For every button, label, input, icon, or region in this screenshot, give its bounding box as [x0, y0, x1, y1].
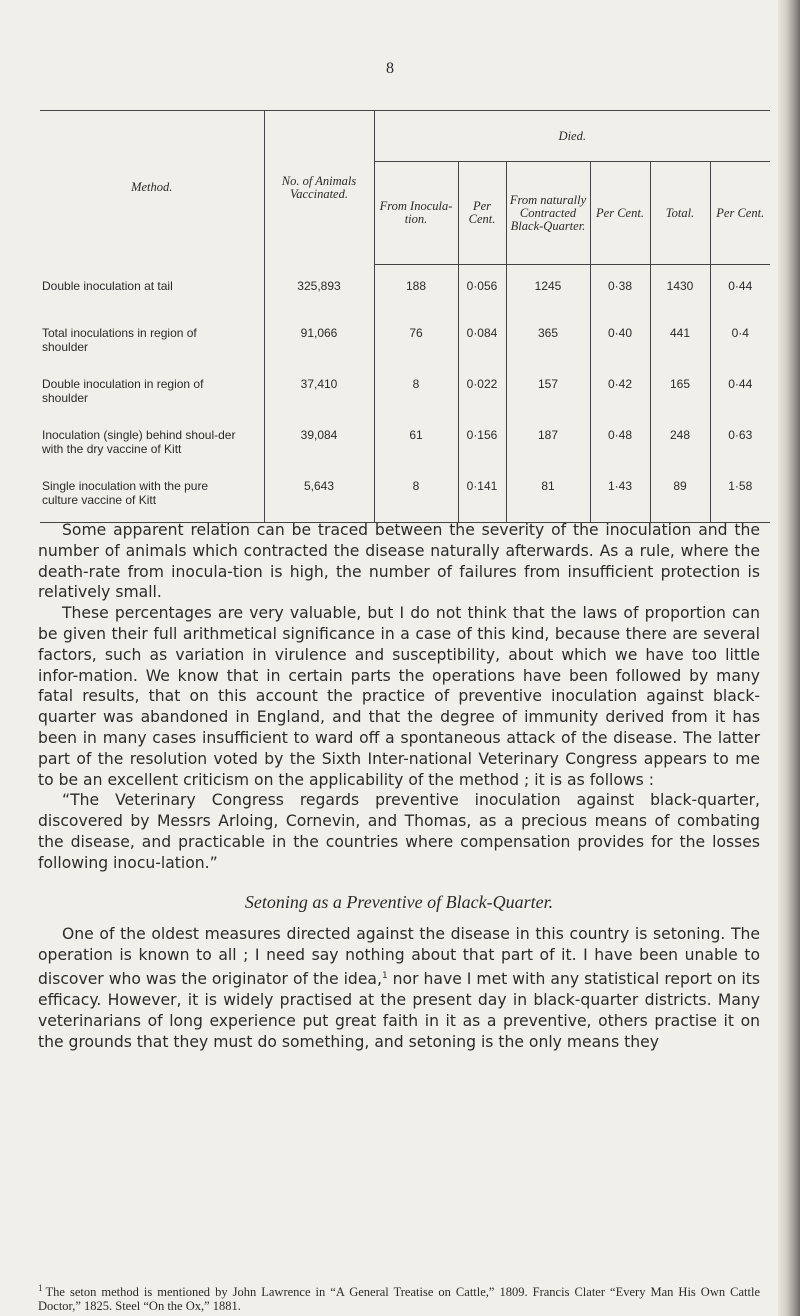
footnote: [38, 1282, 760, 1313]
footnote-mark: 1: [38, 1283, 43, 1293]
percent-cell: 0·38: [590, 265, 650, 317]
percent-cell: 0·42: [590, 367, 650, 418]
header-method: Method.: [40, 111, 264, 265]
percent-cell: 0·022: [458, 367, 506, 418]
inoculation-deaths-cell: 188: [374, 265, 458, 317]
table-row: [40, 469, 770, 523]
paragraph: These percentages are very valuable, but I do not think that the laws of proportion can be given their full arithmetical significance in a case of this kind, because there are several factors, such as variation in virulence and susceptibility, about which we have too little infor-mation. We know that in certain parts the operations have been followed by many fatal results, that on this account the practice of preventive inoculation against black-quarter was abandoned in England, and that the degree of immunity derived from it has been in many cases insufficient to ward off a spontaneous attack of the disease. The latter part of the resolution voted by the Sixth Inter-national Veterinary Congress appears to me to be an excellent criticism on the applicability of the method ; it is as follows :: [38, 604, 760, 789]
vaccinated-cell: 5,643: [264, 469, 374, 523]
total-cell: 1430: [650, 265, 710, 317]
footnote-reference: 1: [381, 970, 388, 981]
vaccinated-cell: 39,084: [264, 418, 374, 469]
percent-cell: 1·43: [590, 469, 650, 523]
percent-cell: 0·48: [590, 418, 650, 469]
percent-cell: 0·44: [710, 265, 770, 317]
table-row: [40, 316, 770, 367]
header-died: Died.: [374, 111, 770, 162]
percent-cell: 0·44: [710, 367, 770, 418]
paragraph: Some apparent relation can be traced between the severity of the inoculation and the number of animals which contracted the disease naturally afterwards. As a rule, where the death-rate from inocula-tion is high, the number of failures from insufficient protection is relatively small.: [38, 521, 760, 602]
natural-deaths-cell: 365: [506, 316, 590, 367]
total-cell: 89: [650, 469, 710, 523]
percent-cell: 0·156: [458, 418, 506, 469]
header-total: Total.: [650, 162, 710, 265]
header-from-inoculation: From Inocula-tion.: [374, 162, 458, 265]
table-row: [40, 367, 770, 418]
table-row: [40, 418, 770, 469]
header-from-natural: From naturally Contracted Black-Quarter.: [506, 162, 590, 265]
natural-deaths-cell: 157: [506, 367, 590, 418]
total-cell: 165: [650, 367, 710, 418]
mortality-table: [40, 110, 770, 523]
percent-cell: 0·40: [590, 316, 650, 367]
inoculation-deaths-cell: 76: [374, 316, 458, 367]
section-heading: Setoning as a Preventive of Black-Quarter.: [244, 891, 554, 912]
natural-deaths-cell: 1245: [506, 265, 590, 317]
footnote-text: The seton method is mentioned by John Lawrence in “A General Treatise on Cattle,” 1809. Francis Clater “Every Man His Own Cattle Doctor,” 1825. Steel “On the Ox,” 1881.: [38, 1285, 760, 1313]
page-edge-shadow: [778, 0, 800, 1316]
inoculation-deaths-cell: 8: [374, 367, 458, 418]
paragraph: [38, 924, 760, 1052]
vaccinated-cell: 37,410: [264, 367, 374, 418]
inoculation-deaths-cell: 8: [374, 469, 458, 523]
total-cell: 248: [650, 418, 710, 469]
table-row: [40, 265, 770, 317]
vaccinated-cell: 325,893: [264, 265, 374, 317]
header-per-cent-1: Per Cent.: [458, 162, 506, 265]
method-cell: Double inoculation at tail: [42, 278, 173, 293]
percent-cell: 0·4: [710, 316, 770, 367]
body-text: [38, 520, 760, 1052]
method-cell: Double inoculation in region of shoulder: [42, 377, 204, 405]
header-per-cent-3: Per Cent.: [710, 162, 770, 265]
natural-deaths-cell: 81: [506, 469, 590, 523]
method-cell: Total inoculations in region of shoulder: [42, 326, 197, 354]
percent-cell: 0·056: [458, 265, 506, 317]
header-vaccinated: No. of Animals Vaccinated.: [264, 111, 374, 265]
method-cell: Inoculation (single) behind shoul-der with the dry vaccine of Kitt: [42, 428, 236, 456]
total-cell: 441: [650, 316, 710, 367]
quoted-resolution: “The Veterinary Congress regards preventive inoculation against black-quarter, discovered by Messrs Arloing, Cornevin, and Thomas, as a precious means of combating the disease, and practicable in the countries where compensation provides for the losses following inocu-lation.”: [38, 791, 760, 872]
percent-cell: 0·63: [710, 418, 770, 469]
paragraph-text: One of the oldest measures directed against the disease in this country is setoning. The operation is known to all ; I need say nothing about that part of it. I have been unable to discover who was the originator of the idea,: [38, 925, 760, 989]
natural-deaths-cell: 187: [506, 418, 590, 469]
header-per-cent-2: Per Cent.: [590, 162, 650, 265]
method-cell: Single inoculation with the pure culture vaccine of Kitt: [40, 469, 264, 523]
paragraph-text: nor have I met with any statistical report on its efficacy. However, it is widely practised at the present day in black-quarter districts. Many veterinarians of long experience put great faith in it as a preventive, others practise it on the grounds that they must do something, and setoning is the only means they: [38, 970, 760, 1051]
vaccinated-cell: 91,066: [264, 316, 374, 367]
page-number: 8: [386, 60, 394, 77]
percent-cell: 1·58: [710, 469, 770, 523]
percent-cell: 0·141: [458, 469, 506, 523]
inoculation-deaths-cell: 61: [374, 418, 458, 469]
percent-cell: 0·084: [458, 316, 506, 367]
